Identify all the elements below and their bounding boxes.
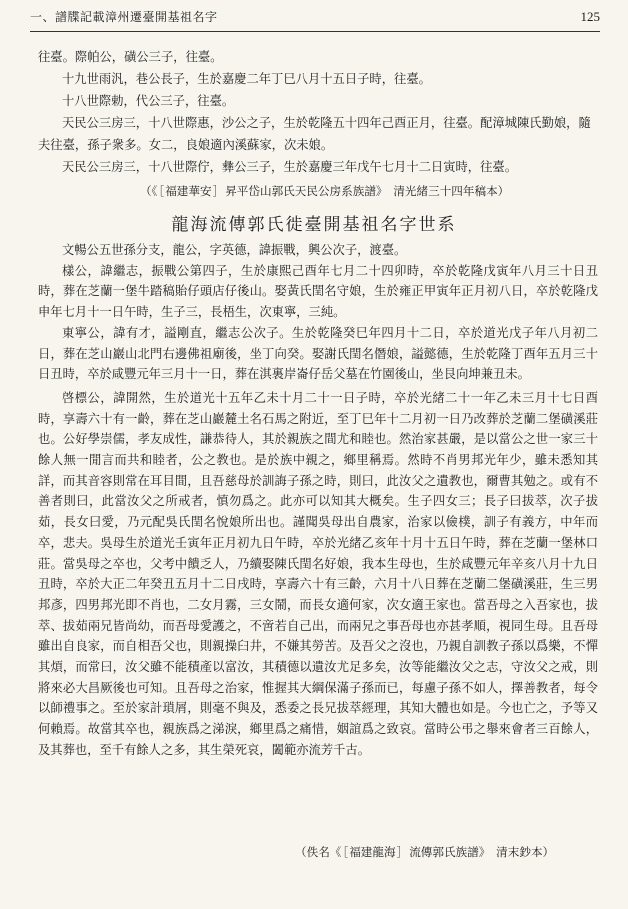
- header-rule: [30, 31, 600, 32]
- section-title: 龍海流傳郭氏徙臺開基祖名字世系: [171, 215, 457, 235]
- page-header: [30, 6, 600, 28]
- paragraph: 文暢公五世孫分支，龍公，字英德，諱振戰，興公次子，渡臺。: [62, 243, 407, 257]
- citation-note: 清末鈔本）: [496, 845, 555, 859]
- citation-note: 清光緒三十四年稿本）: [393, 184, 510, 198]
- citation-close: 》: [375, 184, 388, 198]
- citation-open: （佚名《: [295, 845, 342, 859]
- citation-close: 》: [478, 845, 491, 859]
- bracket-open: ［: [158, 184, 165, 198]
- bracket-close: ］: [396, 845, 409, 859]
- running-title: 一、譜牒記載漳州遷臺開基祖名字: [30, 10, 218, 24]
- section-one-body: [38, 46, 598, 178]
- paragraph: 十八世際勅，代公三子，往臺。: [62, 94, 235, 108]
- bracket-close: ］: [212, 184, 225, 198]
- page-number: 125: [580, 9, 600, 24]
- paragraph: 東寧公，諱有才，謚剛直，繼志公次子。生於乾隆癸巳年四月十二日，卒於道光戊子年八月初二日，葬在芝山巖山北門右邊佛祖廟後，坐丁向癸。娶謝氏閏名僭娘，謚懿德，生於乾隆丁酉年五月三十日丑時，卒於咸豐元年三月十一日，葬在淇裏岸崙仔岳父墓在竹園後山，坐艮向坤兼丑未。: [38, 325, 598, 382]
- source-citation: [140, 183, 509, 199]
- section-two-body: [38, 240, 598, 761]
- paragraph: 啓標公，諱開然，生於道光十五年乙未十月二十一日子時，卒於光緒二十一年乙未三月十七日酉時，享壽六十有一齡，葬在芝山巖麓土名石馬之附近，至丁巳年十二月初一日乃改葬於芝蘭二堡磺溪莊也。公好學崇儒，孝友成性，謙恭待人，其於親族之間尤和睦也。然治家甚嚴，是以當公之世一家三十餘人無一閒言而共和睦者，公之教也。是於族中親之，鄉里稱焉。然時不肖男邦光年少，雖未悉知其詳，而其音容則常在耳目間，且吾慈母於訓誨子孫之時，則曰，此汝父之遺教也，爾曹其勉之。或有不善者則曰，此當汝父之所戒者，慎勿爲之。此亦可以知其大概矣。生子四女三；長子曰拔萃，次子拔茹，長女曰愛，乃元配吳氏閏名悅娘所出也。謹聞吳母出自農家，治家以儉樸，訓子有義方，中年而卒，悲夫。吳母生於道光壬寅年正月初九日午時，卒於光緒乙亥年十月十五日午時，葬在芝蘭一堡林口莊。當吳母之卒也，父考中饋乏人，乃續娶陳氏閏名好娘，我本生母也，生於咸豐元年辛亥八月十九日丑時，卒於大正二年癸丑五月十二日戌時，享壽六十有三齡，六月十八日葬在芝蘭二堡磺溪莊，生三男邦彥，四男邦光即不肖也，二女月霧，三女鬧，而長女適何家，次女適王家也。當吾母之入吾家也，拔萃、拔茹兩兄皆尚幼，而吾母愛護之，不啻若自己出，而兩兄之事吾母也亦甚孝順，視同生母。且吾母雖出自良家，而自相吾父也，則親操臼井，不嫌其勞苦。及吾父之沒也，乃親自訓教子孫以爲樂，不憚其煩，而常曰，汝父雖不能積產以富汝，其積德以遺汝尤足多矣，汝等能繼汝父之志，守汝父之戒，則將來必大昌厥後也可知。且吾母之治家，惟握其大綱保滿子孫而已，每慮子孫不如人，擇善教者，每令以師禮事之。至於家計瑣屑，則毫不與及，悉委之長兄拔萃經理，其知大體也如是。今也亡之，予等又何賴焉。故當其卒也，親族爲之涕淚，鄉里爲之痛惜，姻誼爲之致哀。當時公弔之舉來會者三百餘人，及其葬也，至千有餘人之多，其生榮死哀，闔範亦流芳千古。: [38, 390, 598, 757]
- paragraph: 往臺。際帕公，磺公三子，往臺。: [38, 50, 223, 64]
- citation-place: 福建華安: [165, 184, 212, 198]
- paragraph: 樣公，諱繼志，振戰公第四子，生於康熙己酉年七月二十四卯時，卒於乾隆戊寅年八月三十日丑時，葬在芝蘭一堡牛踏稿貽仔頭店仔後山。娶黃氏閏名守娘，生於雍正甲寅年正月初八日，卒於乾隆戊申年七月十一日午時，生子三，長梧生，次東寧，三純。: [38, 263, 598, 320]
- paragraph: 天民公三房三，十八世際惠，沙公之子，生於乾隆五十四年己酉正月，往臺。配漳城陳氏勤娘，隨夫往臺，孫子衆多。女二，良娘適內溪蘇家，次未娘。: [38, 116, 591, 152]
- paragraph: 天民公三房三，十八世際佇，彝公三子，生於嘉慶三年戊午七月十二日寅時，往臺。: [62, 160, 517, 174]
- citation-title: 流傳郭氏族譜: [409, 845, 479, 859]
- bracket-open: ［: [342, 845, 349, 859]
- citation-title: 昇平岱山郭氏天民公房系族譜: [225, 184, 376, 198]
- paragraph: 十九世雨汎，巷公長子，生於嘉慶二年丁巳八月十五日子時，往臺。: [62, 72, 431, 86]
- citation-place: 福建龍海: [349, 845, 396, 859]
- source-citation: [295, 844, 554, 860]
- citation-open: （《: [140, 184, 158, 198]
